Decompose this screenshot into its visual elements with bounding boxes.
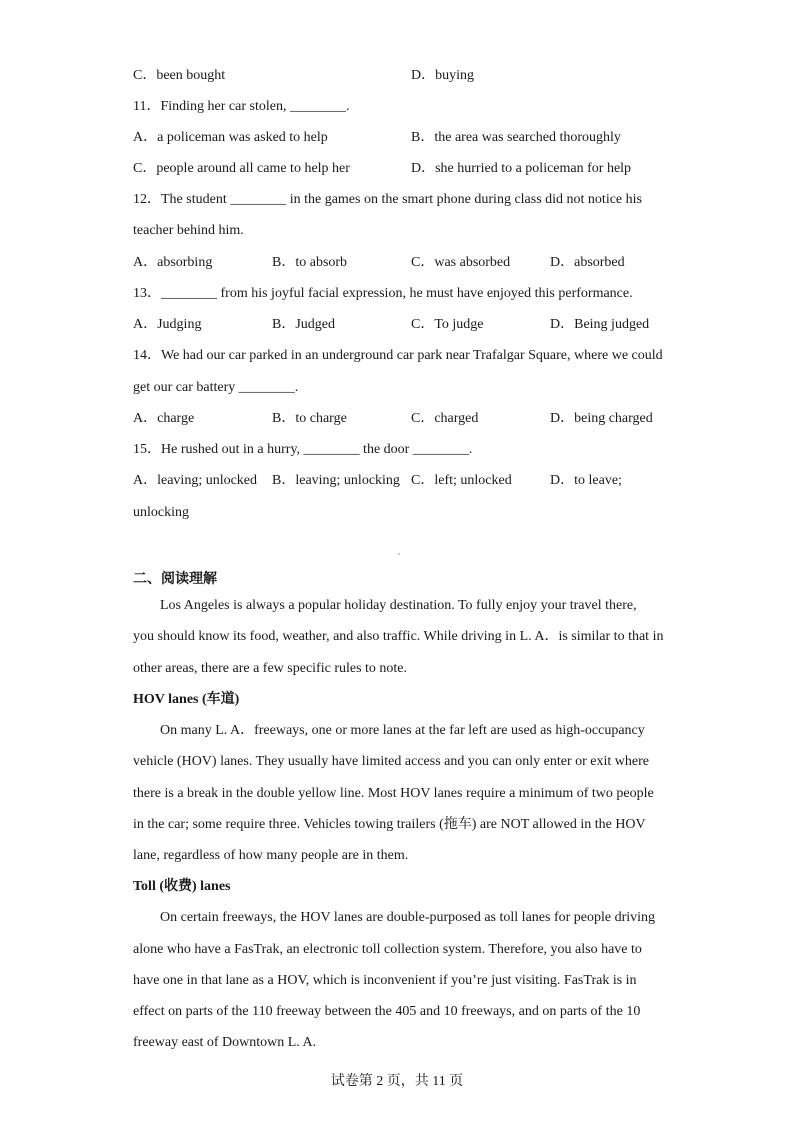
toll-heading: Toll (收费) lanes [133, 879, 231, 894]
q13-option-b: B．Judged [272, 317, 335, 332]
hov-line-3: there is a break in the double yellow line. Most HOV lanes require a minimum of two people [133, 786, 654, 801]
intro-line-1: Los Angeles is always a popular holiday destination. To fully enjoy your travel there, [160, 598, 637, 613]
hov-line-2: vehicle (HOV) lanes. They usually have limited access and you can only enter or exit where [133, 754, 650, 769]
hov-line-4: in the car; some require three. Vehicles towing trailers (拖车) are NOT allowed in the HOV [133, 817, 646, 832]
q15-option-a: A．leaving; unlocked [133, 473, 258, 488]
q15-option-b: B．leaving; unlocking [272, 473, 400, 488]
q13-option-a: A．Judging [133, 317, 202, 332]
toll-line-1: On certain freeways, the HOV lanes are double-purposed as toll lanes for people driving [160, 910, 656, 925]
q11-option-d: D．she hurried to a policeman for help [411, 161, 632, 176]
stray-dot [398, 553, 400, 555]
hov-line-1: On many L. A．freeways, one or more lanes at the far left are used as high-occupancy [160, 723, 645, 738]
q11-option-c: C．people around all came to help her [133, 161, 350, 176]
q14-option-b: B．to charge [272, 411, 347, 426]
q15-option-d: D．to leave; [550, 473, 622, 488]
q14-option-a: A．charge [133, 411, 195, 426]
toll-line-3: have one in that lane as a HOV, which is inconvenient if you’re just visiting. FasTrak is in [133, 973, 637, 988]
q13-option-c: C．To judge [411, 317, 484, 332]
q12-option-b: B．to absorb [272, 255, 348, 270]
toll-line-5: freeway east of Downtown L. A. [133, 1035, 317, 1050]
q12-option-a: A．absorbing [133, 255, 213, 270]
q14-option-c: C．charged [411, 411, 479, 426]
q11-option-b: B．the area was searched thoroughly [411, 130, 621, 145]
q14-stem-line-1: 14．We had our car parked in an underground car park near Trafalgar Square, where we could [133, 348, 663, 363]
q15-option-d-continued: unlocking [133, 505, 189, 520]
q11-stem: 11．Finding her car stolen, ________. [133, 99, 350, 114]
q14-option-d: D．being charged [550, 411, 653, 426]
intro-line-3: other areas, there are a few specific rules to note. [133, 661, 408, 676]
q10-option-c: C．been bought [133, 68, 226, 83]
toll-line-2: alone who have a FasTrak, an electronic toll collection system. Therefore, you also have to [133, 942, 642, 957]
q12-stem-line-2: teacher behind him. [133, 223, 244, 238]
intro-line-2: you should know its food, weather, and also traffic. While driving in L. A．is similar to that in [133, 629, 664, 644]
q15-option-c: C．left; unlocked [411, 473, 512, 488]
section-title: 二、阅读理解 [133, 572, 217, 587]
q12-option-d: D．absorbed [550, 255, 625, 270]
q12-option-c: C．was absorbed [411, 255, 511, 270]
toll-line-4: effect on parts of the 110 freeway between the 405 and 10 freeways, and on parts of the 10 [133, 1004, 641, 1019]
q13-option-d: D．Being judged [550, 317, 650, 332]
q10-option-d: D．buying [411, 68, 474, 83]
hov-line-5: lane, regardless of how many people are in them. [133, 848, 409, 863]
hov-heading: HOV lanes (车道) [133, 692, 240, 707]
q13-stem: 13．________ from his joyful facial expression, he must have enjoyed this performance. [133, 286, 633, 301]
q12-stem-line-1: 12．The student ________ in the games on the smart phone during class did not notice his [133, 192, 642, 207]
page-footer: 试卷第 2 页，共 11 页 [330, 1074, 464, 1089]
q11-option-a: A．a policeman was asked to help [133, 130, 328, 145]
q15-stem: 15．He rushed out in a hurry, ________ the door ________. [133, 442, 473, 457]
q14-stem-line-2: get our car battery ________. [133, 380, 299, 395]
